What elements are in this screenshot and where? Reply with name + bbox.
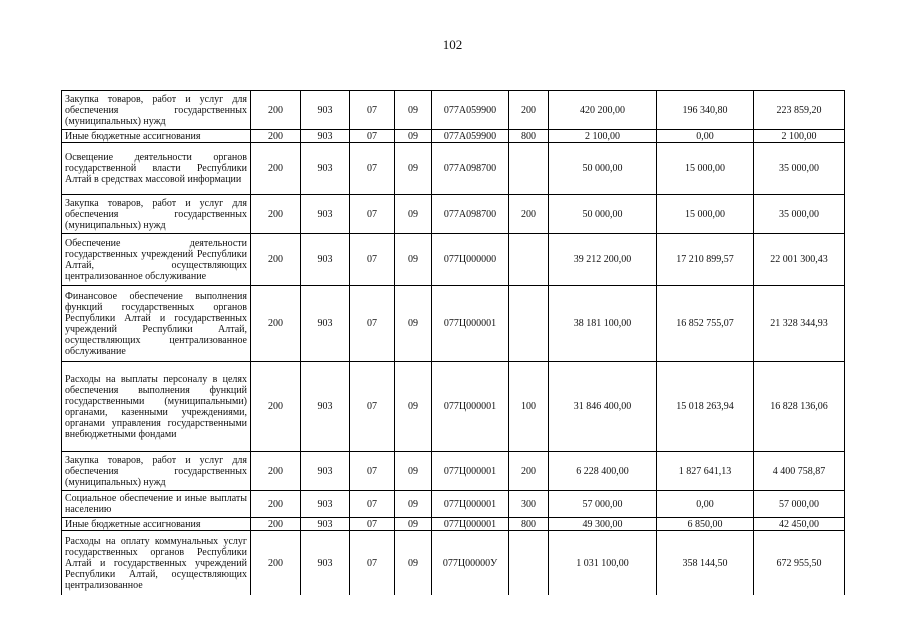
subsection-code: 09 xyxy=(395,518,432,531)
section-code: 07 xyxy=(350,143,395,195)
grbs-code: 200 xyxy=(251,91,301,130)
amount-planned: 38 181 100,00 xyxy=(549,286,657,362)
subsection-code: 09 xyxy=(395,286,432,362)
expense-type-code xyxy=(509,143,549,195)
grbs-code: 200 xyxy=(251,452,301,491)
amount-remaining: 4 400 758,87 xyxy=(754,452,845,491)
row-name: Освещение деятельности органов государственной власти Республики Алтай в средствах массовой информации xyxy=(62,143,251,195)
amount-remaining: 35 000,00 xyxy=(754,143,845,195)
amount-executed: 15 000,00 xyxy=(657,143,754,195)
row-name: Обеспечение деятельности государственных учреждений Республики Алтай, осуществляющих централизованное обслуживание xyxy=(62,234,251,286)
department-code: 903 xyxy=(301,286,350,362)
amount-remaining: 57 000,00 xyxy=(754,491,845,518)
department-code: 903 xyxy=(301,195,350,234)
amount-remaining: 42 450,00 xyxy=(754,518,845,531)
amount-executed: 1 827 641,13 xyxy=(657,452,754,491)
expense-type-code xyxy=(509,286,549,362)
department-code: 903 xyxy=(301,130,350,143)
department-code: 903 xyxy=(301,518,350,531)
section-code: 07 xyxy=(350,491,395,518)
table-row xyxy=(62,362,845,452)
grbs-code: 200 xyxy=(251,195,301,234)
table-body xyxy=(62,91,845,596)
row-name: Закупка товаров, работ и услуг для обеспечения государственных (муниципальных) нужд xyxy=(62,452,251,491)
table-row xyxy=(62,195,845,234)
target-article-code: 077Ц000001 xyxy=(432,362,509,452)
grbs-code: 200 xyxy=(251,234,301,286)
amount-executed: 15 018 263,94 xyxy=(657,362,754,452)
subsection-code: 09 xyxy=(395,491,432,518)
table-row xyxy=(62,130,845,143)
amount-planned: 50 000,00 xyxy=(549,195,657,234)
department-code: 903 xyxy=(301,362,350,452)
section-code: 07 xyxy=(350,531,395,596)
amount-planned: 49 300,00 xyxy=(549,518,657,531)
amount-executed: 17 210 899,57 xyxy=(657,234,754,286)
target-article-code: 077Ц000001 xyxy=(432,491,509,518)
amount-executed: 15 000,00 xyxy=(657,195,754,234)
row-name: Иные бюджетные ассигнования xyxy=(62,518,251,531)
grbs-code: 200 xyxy=(251,143,301,195)
expense-type-code: 200 xyxy=(509,452,549,491)
table-row xyxy=(62,531,845,596)
amount-executed: 0,00 xyxy=(657,130,754,143)
section-code: 07 xyxy=(350,286,395,362)
grbs-code: 200 xyxy=(251,491,301,518)
row-name: Иные бюджетные ассигнования xyxy=(62,130,251,143)
subsection-code: 09 xyxy=(395,234,432,286)
table-row xyxy=(62,91,845,130)
target-article-code: 077Ц000001 xyxy=(432,518,509,531)
amount-planned: 1 031 100,00 xyxy=(549,531,657,596)
target-article-code: 077А098700 xyxy=(432,195,509,234)
grbs-code: 200 xyxy=(251,518,301,531)
section-code: 07 xyxy=(350,130,395,143)
budget-table xyxy=(61,90,845,595)
amount-planned: 2 100,00 xyxy=(549,130,657,143)
subsection-code: 09 xyxy=(395,531,432,596)
target-article-code: 077А059900 xyxy=(432,91,509,130)
expense-type-code: 200 xyxy=(509,91,549,130)
amount-remaining: 16 828 136,06 xyxy=(754,362,845,452)
target-article-code: 077А059900 xyxy=(432,130,509,143)
section-code: 07 xyxy=(350,195,395,234)
department-code: 903 xyxy=(301,91,350,130)
amount-remaining: 35 000,00 xyxy=(754,195,845,234)
amount-executed: 6 850,00 xyxy=(657,518,754,531)
expense-type-code: 800 xyxy=(509,130,549,143)
expense-type-code xyxy=(509,234,549,286)
table-row xyxy=(62,234,845,286)
grbs-code: 200 xyxy=(251,362,301,452)
table-row xyxy=(62,452,845,491)
department-code: 903 xyxy=(301,143,350,195)
row-name: Расходы на выплаты персоналу в целях обеспечения выполнения функций государственными (муниципальными) органами, казенными учреждениями, органами управления государственными внебюджетными фондами xyxy=(62,362,251,452)
expense-type-code: 100 xyxy=(509,362,549,452)
amount-remaining: 22 001 300,43 xyxy=(754,234,845,286)
row-name: Социальное обеспечение и иные выплаты населению xyxy=(62,491,251,518)
subsection-code: 09 xyxy=(395,362,432,452)
page-number: 102 xyxy=(442,37,463,52)
expense-type-code: 800 xyxy=(509,518,549,531)
section-code: 07 xyxy=(350,452,395,491)
amount-remaining: 223 859,20 xyxy=(754,91,845,130)
amount-executed: 358 144,50 xyxy=(657,531,754,596)
expense-type-code: 200 xyxy=(509,195,549,234)
amount-remaining: 21 328 344,93 xyxy=(754,286,845,362)
section-code: 07 xyxy=(350,518,395,531)
row-name: Закупка товаров, работ и услуг для обеспечения государственных (муниципальных) нужд xyxy=(62,195,251,234)
amount-remaining: 672 955,50 xyxy=(754,531,845,596)
amount-planned: 57 000,00 xyxy=(549,491,657,518)
target-article-code: 077А098700 xyxy=(432,143,509,195)
subsection-code: 09 xyxy=(395,91,432,130)
table-row xyxy=(62,286,845,362)
table-row xyxy=(62,518,845,531)
expense-type-code xyxy=(509,531,549,596)
amount-planned: 6 228 400,00 xyxy=(549,452,657,491)
section-code: 07 xyxy=(350,91,395,130)
department-code: 903 xyxy=(301,491,350,518)
target-article-code: 077Ц00000У xyxy=(432,531,509,596)
subsection-code: 09 xyxy=(395,143,432,195)
grbs-code: 200 xyxy=(251,531,301,596)
amount-remaining: 2 100,00 xyxy=(754,130,845,143)
amount-planned: 420 200,00 xyxy=(549,91,657,130)
amount-planned: 50 000,00 xyxy=(549,143,657,195)
expense-type-code: 300 xyxy=(509,491,549,518)
grbs-code: 200 xyxy=(251,130,301,143)
subsection-code: 09 xyxy=(395,195,432,234)
section-code: 07 xyxy=(350,362,395,452)
row-name: Финансовое обеспечение выполнения функций государственных органов Республики Алтай и государственных учреждений Республики Алтай, осуществляющих централизованное обслуживание xyxy=(62,286,251,362)
target-article-code: 077Ц000001 xyxy=(432,286,509,362)
table-row xyxy=(62,491,845,518)
subsection-code: 09 xyxy=(395,130,432,143)
department-code: 903 xyxy=(301,531,350,596)
target-article-code: 077Ц000000 xyxy=(432,234,509,286)
table-row xyxy=(62,143,845,195)
subsection-code: 09 xyxy=(395,452,432,491)
grbs-code: 200 xyxy=(251,286,301,362)
amount-executed: 196 340,80 xyxy=(657,91,754,130)
amount-planned: 31 846 400,00 xyxy=(549,362,657,452)
amount-planned: 39 212 200,00 xyxy=(549,234,657,286)
section-code: 07 xyxy=(350,234,395,286)
amount-executed: 16 852 755,07 xyxy=(657,286,754,362)
row-name: Закупка товаров, работ и услуг для обеспечения государственных (муниципальных) нужд xyxy=(62,91,251,130)
row-name: Расходы на оплату коммунальных услуг государственных органов Республики Алтай и государственных учреждений Республики Алтай, осуществляющих централизованное xyxy=(62,531,251,596)
department-code: 903 xyxy=(301,452,350,491)
department-code: 903 xyxy=(301,234,350,286)
amount-executed: 0,00 xyxy=(657,491,754,518)
target-article-code: 077Ц000001 xyxy=(432,452,509,491)
